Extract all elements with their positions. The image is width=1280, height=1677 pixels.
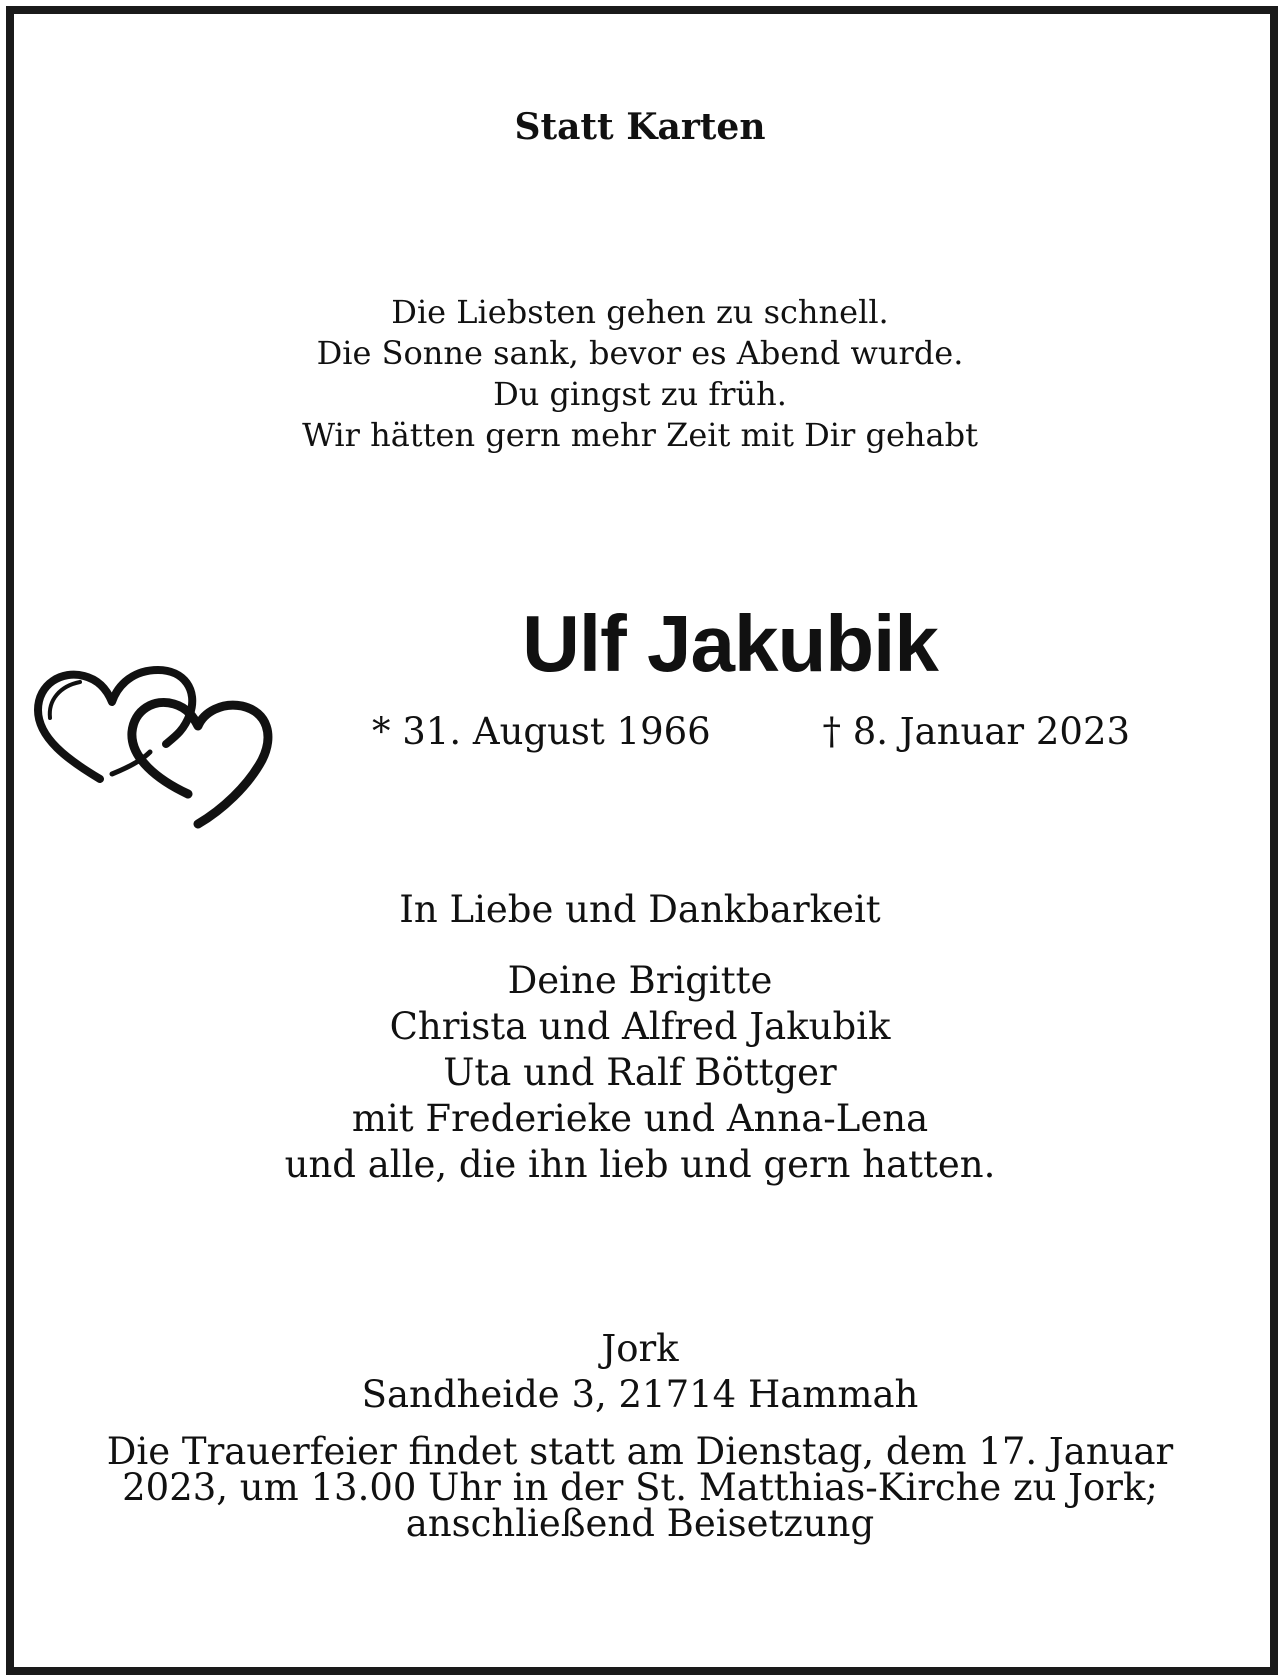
memorial-verse	[0, 292, 1280, 456]
life-dates	[360, 710, 1160, 753]
heart-front-icon	[132, 702, 268, 824]
verse-line: Die Sonne sank, bevor es Abend wurde.	[316, 334, 964, 372]
verse-line: Du gingst zu früh.	[493, 375, 787, 413]
two-hearts-icon	[30, 662, 290, 852]
address-street: Sandheide 3, 21714 Hammah	[361, 1373, 919, 1416]
address-city: Jork	[601, 1327, 679, 1370]
thanks-line: In Liebe und Dankbarkeit	[399, 888, 881, 931]
mourner-line: Uta und Ralf Böttger	[443, 1051, 837, 1094]
death-date: † 8. Januar 2023	[822, 710, 1131, 753]
verse-line: Die Liebsten gehen zu schnell.	[391, 293, 889, 331]
mourner-line: mit Frederieke und Anna-Lena	[351, 1097, 929, 1140]
mourners-list	[0, 958, 1280, 1188]
funeral-service-info	[60, 1430, 1220, 1545]
mourner-line: Christa und Alfred Jakubik	[389, 1005, 891, 1048]
service-line: 2023, um 13.00 Uhr in der St. Matthias-Kirche zu Jork;	[122, 1466, 1158, 1509]
mourner-line: Deine Brigitte	[507, 959, 773, 1002]
family-address	[0, 1326, 1280, 1418]
notice-heading: Statt Karten	[514, 106, 766, 148]
service-line: anschließend Beisetzung	[405, 1502, 875, 1545]
service-line: Die Trauerfeier findet statt am Dienstag, dem 17. Januar	[106, 1430, 1174, 1473]
deceased-name: Ulf Jakubik	[522, 599, 938, 688]
heart-back-icon	[38, 670, 192, 779]
mourner-line: und alle, die ihn lieb und gern hatten.	[284, 1143, 996, 1186]
birth-date: * 31. August 1966	[372, 710, 711, 753]
verse-line: Wir hätten gern mehr Zeit mit Dir gehabt	[302, 416, 978, 454]
